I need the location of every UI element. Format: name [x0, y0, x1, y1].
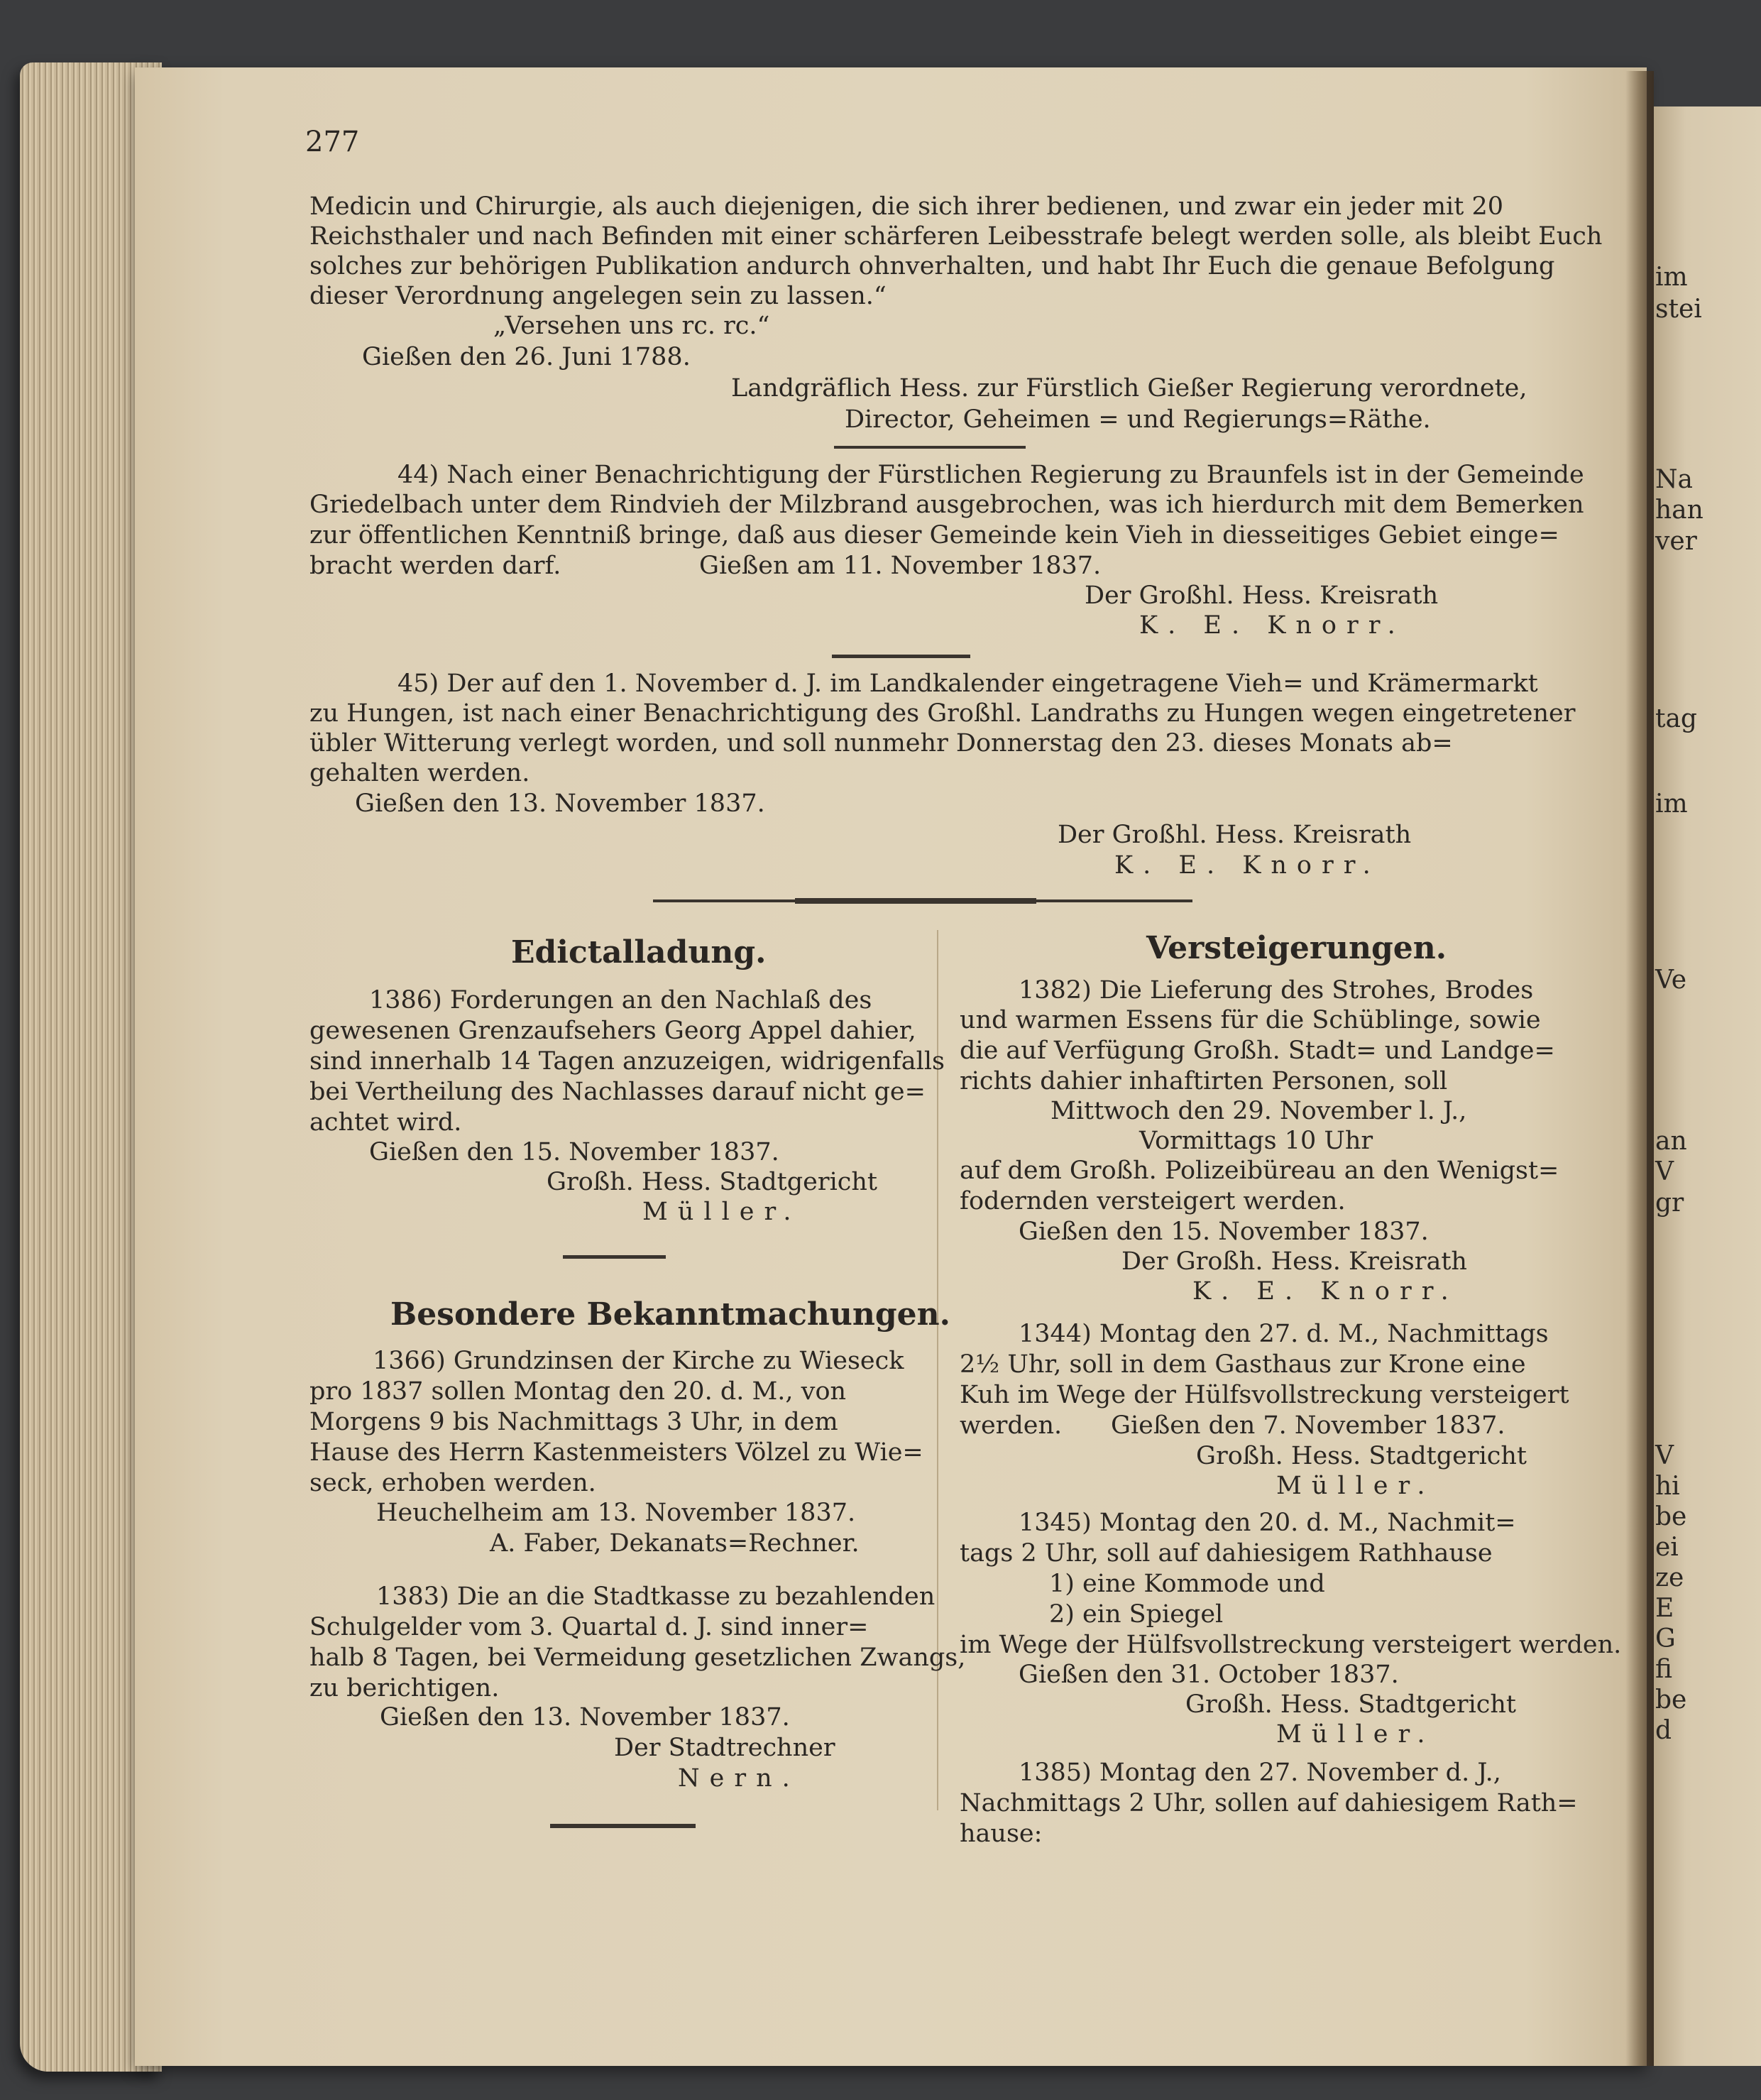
text-line: gewesenen Grenzaufsehers Georg Appel dahier, — [309, 1017, 916, 1045]
date-line: Gießen den 7. November 1837. — [1111, 1411, 1505, 1440]
text-line: im Wege der Hülfsvollstreckung versteigert werden. — [960, 1631, 1622, 1659]
facing-fragment: im — [1655, 263, 1688, 292]
signature-name: K. E. Knorr. — [1114, 851, 1381, 880]
facing-fragment: G — [1655, 1624, 1676, 1653]
text-line: solches zur behörigen Publikation andurch ohnverhalten, und habt Ihr Euch die genaue Befolgung — [309, 252, 1555, 280]
text-line: und warmen Essens für die Schüblinge, sowie — [960, 1006, 1541, 1034]
signature-line: Der Großh. Hess. Kreisrath — [1121, 1247, 1467, 1276]
facing-fragment: V — [1655, 1157, 1674, 1186]
text-line: Hause des Herrn Kastenmeisters Völzel zu Wie= — [309, 1438, 923, 1467]
text-line: Reichsthaler und nach Befinden mit einer schärferen Leibesstrafe belegt werden solle, als bleibt Euch — [309, 222, 1603, 251]
facing-fragment: ei — [1655, 1533, 1679, 1562]
text-line: hause: — [960, 1820, 1043, 1848]
signature-line: Der Großhl. Hess. Kreisrath — [1085, 581, 1439, 610]
signature-line: Der Großhl. Hess. Kreisrath — [1058, 821, 1412, 849]
separator-rule — [832, 655, 970, 658]
signature-name: Nern. — [678, 1764, 800, 1793]
text-line: zu berichtigen. — [309, 1674, 500, 1702]
text-line: Nachmittags 2 Uhr, sollen auf dahiesigem Rath= — [960, 1789, 1578, 1817]
text-line: Griedelbach unter dem Rindvieh der Milzbrand ausgebrochen, was ich hierdurch mit dem Bemerken — [309, 491, 1584, 519]
signature-line: Großh. Hess. Stadtgericht — [1196, 1442, 1527, 1470]
text-line: zu Hungen, ist nach einer Benachrichtigung des Großhl. Landraths zu Hungen wegen eingetretener — [309, 699, 1576, 728]
date-line: Gießen den 13. November 1837. — [355, 789, 765, 818]
section-heading: Edictalladung. — [511, 934, 767, 970]
page-number: 277 — [305, 126, 360, 158]
facing-fragment: d — [1655, 1716, 1672, 1745]
facing-page-strip — [1654, 106, 1761, 2066]
text-line: Morgens 9 bis Nachmittags 3 Uhr, in dem — [309, 1408, 838, 1436]
text-line: die auf Verfügung Großh. Stadt= und Landge= — [960, 1037, 1555, 1065]
separator-rule — [563, 1255, 666, 1259]
signature-line: Director, Geheimen = und Regierungs=Räthe. — [845, 405, 1431, 434]
facing-fragment: fi — [1655, 1655, 1673, 1684]
text-line: pro 1837 sollen Montag den 20. d. M., von — [309, 1377, 847, 1406]
text-line: Mittwoch den 29. November l. J., — [1050, 1097, 1467, 1125]
facing-fragment: gr — [1655, 1188, 1684, 1218]
text-line: werden. — [960, 1411, 1063, 1440]
signature-line: Der Stadtrechner — [614, 1734, 835, 1762]
text-line: fodernden versteigert werden. — [960, 1187, 1346, 1215]
closing-formula: „Versehen uns rc. rc.“ — [493, 312, 770, 340]
text-line: richts dahier inhaftirten Personen, soll — [960, 1067, 1448, 1095]
text-line: 1366) Grundzinsen der Kirche zu Wieseck — [373, 1347, 904, 1375]
text-line: sind innerhalb 14 Tagen anzuzeigen, widrigenfalls — [309, 1047, 945, 1076]
separator-rule-thick — [795, 898, 1036, 904]
text-line: Kuh im Wege der Hülfsvollstreckung versteigert — [960, 1381, 1569, 1409]
text-line: tags 2 Uhr, soll auf dahiesigem Rathhause — [960, 1539, 1493, 1568]
signature-line: Landgräflich Hess. zur Fürstlich Gießer Regierung verordnete, — [731, 374, 1527, 403]
date-line: Gießen den 13. November 1837. — [380, 1703, 790, 1732]
list-item: 2) ein Spiegel — [1049, 1600, 1224, 1629]
signature-name: Müller. — [1276, 1472, 1435, 1500]
date-line: Gießen den 15. November 1837. — [369, 1138, 779, 1166]
text-line: Medicin und Chirurgie, als auch diejenigen, die sich ihrer bedienen, und zwar ein jeder mit 20 — [309, 192, 1503, 221]
signature-line: A. Faber, Dekanats=Rechner. — [490, 1529, 860, 1558]
text-line: seck, erhoben werden. — [309, 1469, 596, 1497]
text-line: achtet wird. — [309, 1108, 462, 1137]
section-heading: Besondere Bekanntmachungen. — [390, 1296, 950, 1333]
list-item: 1) eine Kommode und — [1049, 1570, 1325, 1598]
text-line: 1385) Montag den 27. November d. J., — [1019, 1759, 1501, 1787]
text-line: 1386) Forderungen an den Nachlaß des — [369, 986, 872, 1015]
signature-name: Müller. — [642, 1198, 801, 1226]
section-heading: Versteigerungen. — [1146, 930, 1447, 966]
facing-fragment: ver — [1655, 527, 1697, 556]
separator-rule — [834, 446, 1026, 449]
facing-fragment: stei — [1655, 295, 1702, 324]
facing-fragment: be — [1655, 1685, 1687, 1715]
signature-name: K. E. Knorr. — [1192, 1277, 1459, 1306]
text-line: halb 8 Tagen, bei Vermeidung gesetzlichen Zwangs, — [309, 1644, 966, 1672]
date-line: Gießen den 26. Juni 1788. — [362, 343, 691, 371]
signature-name: Müller. — [1276, 1720, 1435, 1749]
text-line: übler Witterung verlegt worden, und soll nunmehr Donnerstag den 23. dieses Monats ab= — [309, 729, 1453, 758]
facing-fragment: han — [1655, 496, 1704, 525]
text-line: 44) Nach einer Benachrichtigung der Fürstlichen Regierung zu Braunfels ist in der Gemeinde — [397, 461, 1584, 489]
text-line: bracht werden darf. — [309, 552, 561, 580]
facing-fragment: Ve — [1655, 966, 1686, 995]
facing-fragment: tag — [1655, 704, 1697, 733]
facing-fragment: im — [1655, 789, 1688, 819]
text-line: bei Vertheilung des Nachlasses darauf nicht ge= — [309, 1078, 926, 1106]
date-line: Gießen am 11. November 1837. — [699, 552, 1102, 580]
signature-name: K. E. Knorr. — [1139, 611, 1405, 640]
facing-fragment: hi — [1655, 1472, 1680, 1501]
signature-line: Großh. Hess. Stadtgericht — [1185, 1690, 1516, 1719]
facing-fragment: E — [1655, 1594, 1674, 1623]
text-line: dieser Verordnung angelegen sein zu lassen.“ — [309, 282, 887, 310]
text-line: gehalten werden. — [309, 759, 530, 787]
facing-fragment: an — [1655, 1127, 1687, 1156]
text-line: 1344) Montag den 27. d. M., Nachmittags — [1019, 1320, 1549, 1348]
date-line: Gießen den 31. October 1837. — [1019, 1661, 1399, 1689]
text-line: Vormittags 10 Uhr — [1139, 1127, 1373, 1155]
text-line: 1383) Die an die Stadtkasse zu bezahlenden — [376, 1582, 936, 1611]
date-line: Heuchelheim am 13. November 1837. — [376, 1499, 856, 1527]
text-line: 1382) Die Lieferung des Strohes, Brodes — [1019, 976, 1534, 1005]
date-line: Gießen den 15. November 1837. — [1019, 1218, 1429, 1246]
text-line: Schulgelder vom 3. Quartal d. J. sind inner= — [309, 1613, 869, 1641]
facing-fragment: V — [1655, 1441, 1674, 1470]
facing-fragment: ze — [1655, 1563, 1684, 1592]
signature-line: Großh. Hess. Stadtgericht — [547, 1168, 877, 1196]
text-line: 45) Der auf den 1. November d. J. im Landkalender eingetragene Vieh= und Krämermarkt — [397, 669, 1538, 698]
facing-fragment: be — [1655, 1502, 1687, 1531]
separator-rule — [550, 1824, 696, 1828]
book-gutter — [1625, 71, 1654, 2066]
text-line: auf dem Großh. Polizeibüreau an den Wenigst= — [960, 1156, 1559, 1185]
text-line: 1345) Montag den 20. d. M., Nachmit= — [1019, 1509, 1516, 1537]
text-line: 2½ Uhr, soll in dem Gasthaus zur Krone eine — [960, 1350, 1526, 1379]
text-line: zur öffentlichen Kenntniß bringe, daß aus dieser Gemeinde kein Vieh in diesseitiges Gebiet einge= — [309, 521, 1559, 549]
facing-fragment: Na — [1655, 465, 1693, 494]
